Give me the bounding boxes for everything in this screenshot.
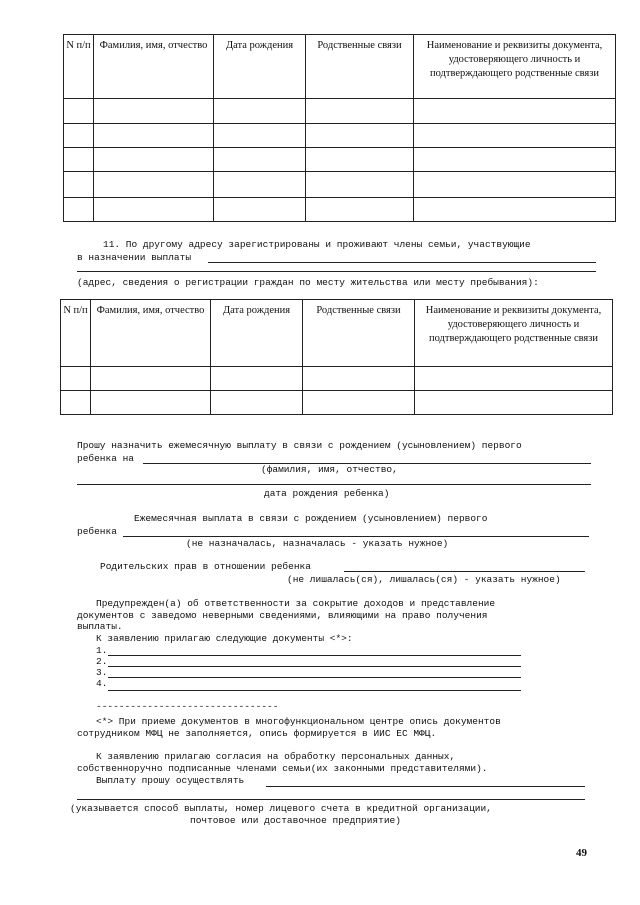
header-birthdate: Дата рождения <box>211 300 303 367</box>
table-cell[interactable] <box>306 148 414 172</box>
payment-method-line[interactable] <box>266 786 585 787</box>
payment-method-line-2[interactable] <box>77 799 585 800</box>
table-cell[interactable] <box>91 391 211 415</box>
table-cell[interactable] <box>414 148 616 172</box>
table-cell[interactable] <box>61 391 91 415</box>
child-birthdate-line[interactable] <box>77 484 591 485</box>
table-cell[interactable] <box>306 99 414 124</box>
parental-caption: (не лишалась(ся), лишалась(ся) - указать нужное) <box>287 574 561 585</box>
header-document: Наименование и реквизиты документа, удостоверяющего личность и подтверждающего родственные связи <box>414 35 616 99</box>
table-cell[interactable] <box>61 367 91 391</box>
attach-item-4-label: 4. <box>96 678 108 689</box>
family-members-table-1 <box>63 34 616 222</box>
footnote-separator: -------------------------------- <box>96 701 279 712</box>
table-cell[interactable] <box>64 172 94 198</box>
request-caption-2: дата рождения ребенка) <box>264 488 390 499</box>
table-row <box>64 148 616 172</box>
table-cell[interactable] <box>94 172 214 198</box>
table-cell[interactable] <box>211 391 303 415</box>
previous-line-2: ребенка <box>77 526 117 537</box>
table-cell[interactable] <box>214 124 306 148</box>
payment-caption-2: почтовое или доставочное предприятие) <box>190 815 401 826</box>
header-name: Фамилия, имя, отчество <box>91 300 211 367</box>
table-cell[interactable] <box>415 391 613 415</box>
table-row <box>64 99 616 124</box>
table-row <box>64 124 616 148</box>
table-cell[interactable] <box>306 124 414 148</box>
table-row <box>61 391 613 415</box>
footnote-line-2: сотрудником МФЦ не заполняется, опись формируется в ИИС ЕС МФЦ. <box>77 728 437 739</box>
footnote-line-1: <*> При приеме документов в многофункциональном центре опись документов <box>96 716 501 727</box>
table-cell[interactable] <box>64 198 94 222</box>
header-relation: Родственные связи <box>303 300 415 367</box>
header-document: Наименование и реквизиты документа, удостоверяющего личность и подтверждающего родственные связи <box>415 300 613 367</box>
table-cell[interactable] <box>91 367 211 391</box>
table-cell[interactable] <box>214 198 306 222</box>
header-number: N п/п <box>64 35 94 99</box>
table-cell[interactable] <box>415 367 613 391</box>
warning-line-3: выплаты. <box>77 621 123 632</box>
consent-line-2: собственноручно подписанные членами семьи(их законными представителями). <box>77 763 488 774</box>
table-cell[interactable] <box>94 148 214 172</box>
previous-line-1: Ежемесячная выплата в связи с рождением (усыновлением) первого <box>134 513 488 524</box>
table-cell[interactable] <box>64 99 94 124</box>
table-cell[interactable] <box>303 391 415 415</box>
warning-line-1: Предупрежден(а) об ответственности за сокрытие доходов и представление <box>96 598 496 609</box>
section-11-address-line-2[interactable] <box>77 271 596 272</box>
table-cell[interactable] <box>211 367 303 391</box>
table-cell[interactable] <box>94 198 214 222</box>
table-cell[interactable] <box>414 99 616 124</box>
table-row <box>64 172 616 198</box>
table-cell[interactable] <box>414 198 616 222</box>
payment-caption-1: (указывается способ выплаты, номер лицевого счета в кредитной организации, <box>70 803 492 814</box>
attach-item-3-label: 3. <box>96 667 108 678</box>
request-line-1: Прошу назначить ежемесячную выплату в связи с рождением (усыновлением) первого <box>77 440 522 451</box>
request-line-2: ребенка на <box>77 453 135 464</box>
table-cell[interactable] <box>94 124 214 148</box>
attach-item-3-line[interactable] <box>108 677 521 678</box>
warning-line-2: документов с заведомо неверными сведениями, влияющими на право получения <box>77 610 488 621</box>
table-cell[interactable] <box>64 148 94 172</box>
family-members-table-2 <box>60 299 613 415</box>
table-cell[interactable] <box>214 172 306 198</box>
table-cell[interactable] <box>306 172 414 198</box>
header-number: N п/п <box>61 300 91 367</box>
attach-item-1-label: 1. <box>96 645 108 656</box>
table-cell[interactable] <box>303 367 415 391</box>
parental-line-1: Родительских прав в отношении ребенка <box>100 561 311 572</box>
header-relation: Родственные связи <box>306 35 414 99</box>
attach-item-4-line[interactable] <box>108 690 521 691</box>
section-11-line-1: 11. По другому адресу зарегистрированы и проживают члены семьи, участвующие <box>103 239 531 250</box>
attach-item-2-label: 2. <box>96 656 108 667</box>
table-cell[interactable] <box>414 124 616 148</box>
section-11-address-line[interactable] <box>208 262 596 263</box>
section-11-caption: (адрес, сведения о регистрации граждан по месту жительства или месту пребывания): <box>77 277 539 288</box>
attach-heading: К заявлению прилагаю следующие документы <*>: <box>96 633 353 644</box>
request-caption-1: (фамилия, имя, отчество, <box>261 464 398 475</box>
table-cell[interactable] <box>64 124 94 148</box>
payment-line-1: Выплату прошу осуществлять <box>96 775 245 786</box>
table-cell[interactable] <box>94 99 214 124</box>
table-cell[interactable] <box>414 172 616 198</box>
page-number: 49 <box>576 847 587 859</box>
header-birthdate: Дата рождения <box>214 35 306 99</box>
table-cell[interactable] <box>214 99 306 124</box>
previous-caption: (не назначалась, назначалась - указать нужное) <box>186 538 449 549</box>
parental-rights-line[interactable] <box>344 571 585 572</box>
consent-line-1: К заявлению прилагаю согласия на обработку персональных данных, <box>96 751 456 762</box>
table-cell[interactable] <box>306 198 414 222</box>
previous-payment-line[interactable] <box>123 536 589 537</box>
table-cell[interactable] <box>214 148 306 172</box>
attach-item-1-line[interactable] <box>108 655 521 656</box>
section-11-line-2: в назначении выплаты <box>77 252 192 263</box>
table-row <box>64 198 616 222</box>
header-name: Фамилия, имя, отчество <box>94 35 214 99</box>
table-row <box>61 367 613 391</box>
attach-item-2-line[interactable] <box>108 666 521 667</box>
